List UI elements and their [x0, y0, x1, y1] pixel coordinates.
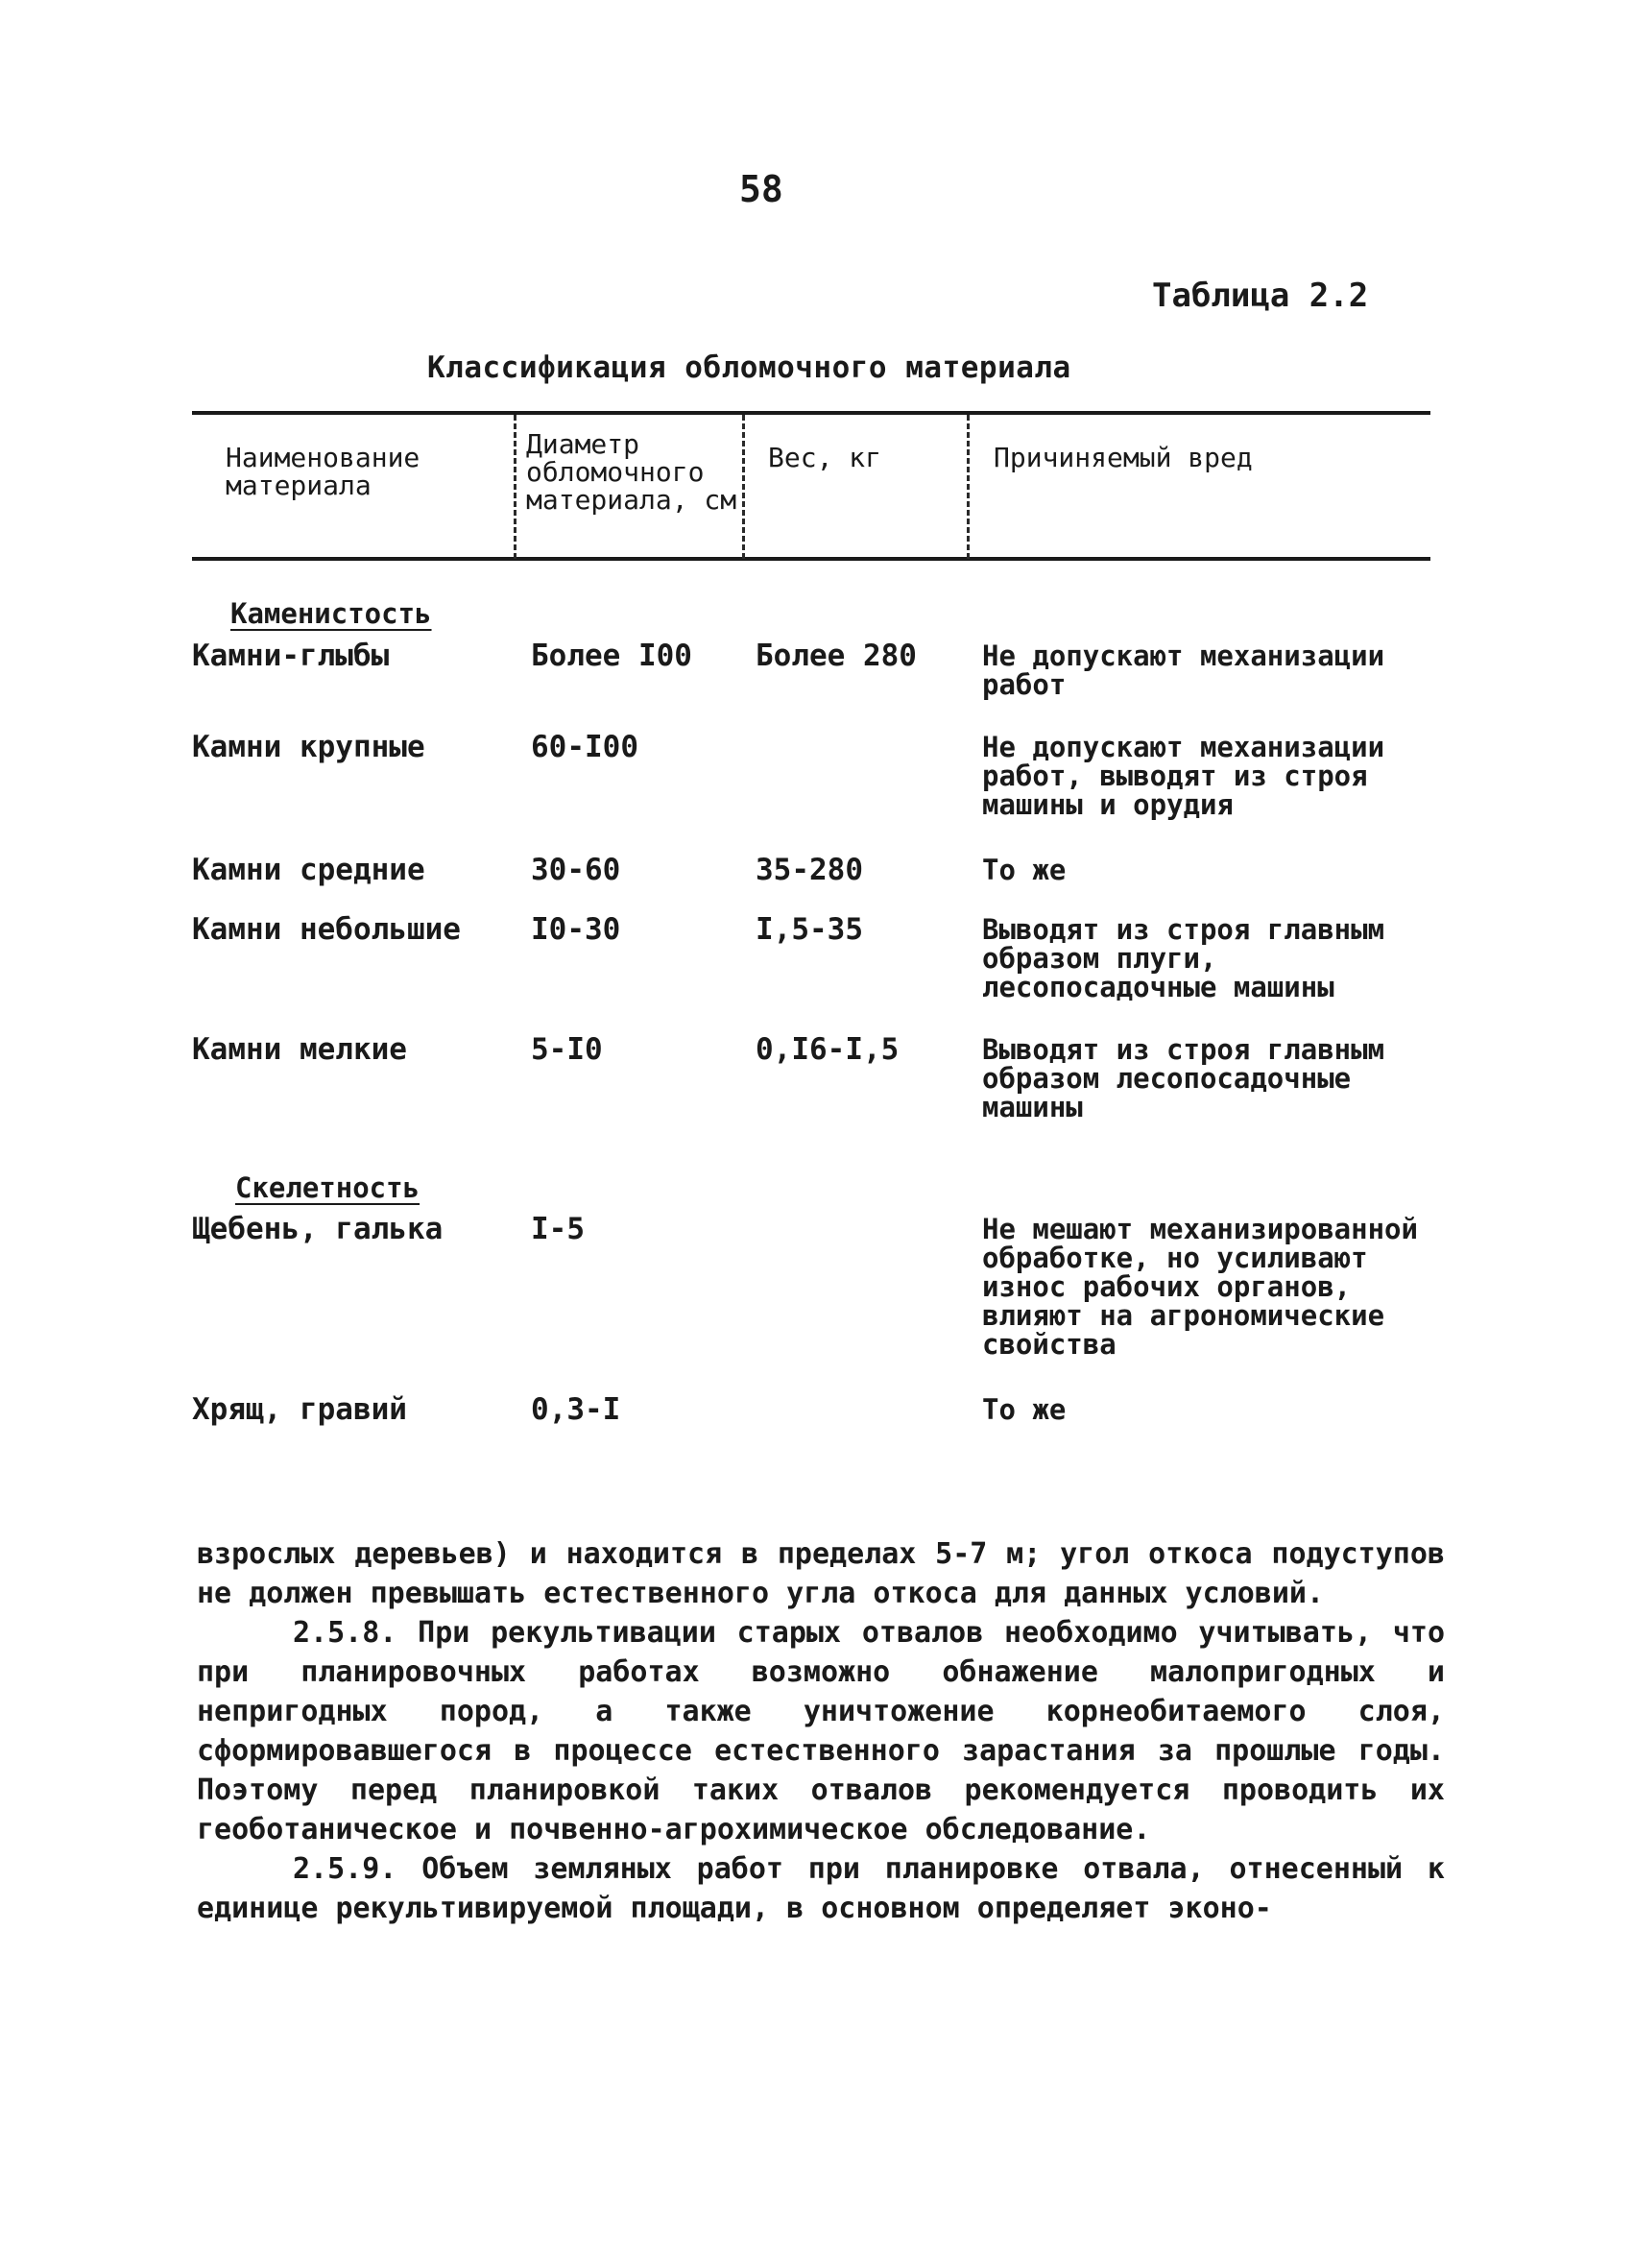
- row-harm: То же: [982, 1393, 1067, 1426]
- column-divider: [967, 415, 970, 559]
- row-diameter: 60-I00: [531, 730, 638, 764]
- row-weight: 35-280: [756, 853, 863, 887]
- row-diameter: 30-60: [531, 853, 621, 887]
- paragraph: взрослых деревьев) и находится в пределах 5-7 м; угол откоса подуступов не должен превышать естественного угла откоса для данных условий.: [197, 1537, 1445, 1610]
- row-harm: Не мешают механизированной обработке, но усиливают износ рабочих органов, влияют на агрономические свойства: [982, 1213, 1418, 1361]
- row-weight: Более 280: [756, 639, 917, 673]
- row-name: Камни мелкие: [192, 1032, 407, 1067]
- row-harm: Выводят из строя главным образом лесопосадочные машины: [982, 1033, 1385, 1123]
- row-harm: То же: [982, 854, 1067, 886]
- table-top-rule: [192, 411, 1430, 415]
- row-name: Камни средние: [192, 853, 425, 887]
- row-harm: Выводят из строя главным образом плуги, лесопосадочные машины: [982, 913, 1385, 1003]
- row-diameter: Более I00: [531, 639, 692, 673]
- section-title: Каменистость: [230, 597, 432, 630]
- row-diameter: 5-I0: [531, 1032, 603, 1067]
- row-weight: I,5-35: [756, 912, 863, 947]
- body-text: [197, 1534, 1445, 1928]
- row-harm: Не допускают механизации работ, выводят из строя машины и орудия: [982, 731, 1385, 821]
- row-diameter: I-5: [531, 1212, 585, 1246]
- column-divider: [514, 415, 516, 559]
- row-name: Камни-глыбы: [192, 639, 390, 673]
- header-harm: Причиняемый вред: [994, 442, 1253, 473]
- row-name: Щебень, галька: [192, 1212, 444, 1246]
- paragraph: 2.5.8. При рекультивации старых отвалов необходимо учитывать, что при планировочных работах возможно обнажение малопригодных и непригодных пород, а также уничтожение корнеобитаемого слоя, сформировавшегося в процессе естественного зарастания за прошлые годы. Поэтому перед планировкой таких отвалов рекомендуется проводить их геоботаническое и почвенно-агрохимическое обследование.: [197, 1616, 1445, 1846]
- table-header-rule: [192, 557, 1430, 561]
- row-harm: Не допускают механизации работ: [982, 639, 1385, 701]
- table-title: Классификация обломочного материала: [427, 350, 1071, 385]
- header-name: Наименование материала: [226, 442, 420, 501]
- row-name: Хрящ, гравий: [192, 1392, 407, 1427]
- table-label: Таблица 2.2: [1152, 277, 1369, 315]
- column-divider: [742, 415, 745, 559]
- row-diameter: I0-30: [531, 912, 621, 947]
- header-diameter: Диаметр обломочного материала, см: [526, 428, 737, 516]
- row-diameter: 0,3-I: [531, 1392, 621, 1427]
- page-number: 58: [739, 168, 783, 210]
- section-title: Скелетность: [235, 1171, 420, 1204]
- paragraph: 2.5.9. Объем земляных работ при планировке отвала, отнесенный к единице рекультивируемой площади, в основном определяет эконо-: [197, 1852, 1445, 1925]
- row-weight: 0,I6-I,5: [756, 1032, 900, 1067]
- row-name: Камни крупные: [192, 730, 425, 764]
- header-weight: Вес, кг: [768, 442, 882, 473]
- row-name: Камни небольшие: [192, 912, 461, 947]
